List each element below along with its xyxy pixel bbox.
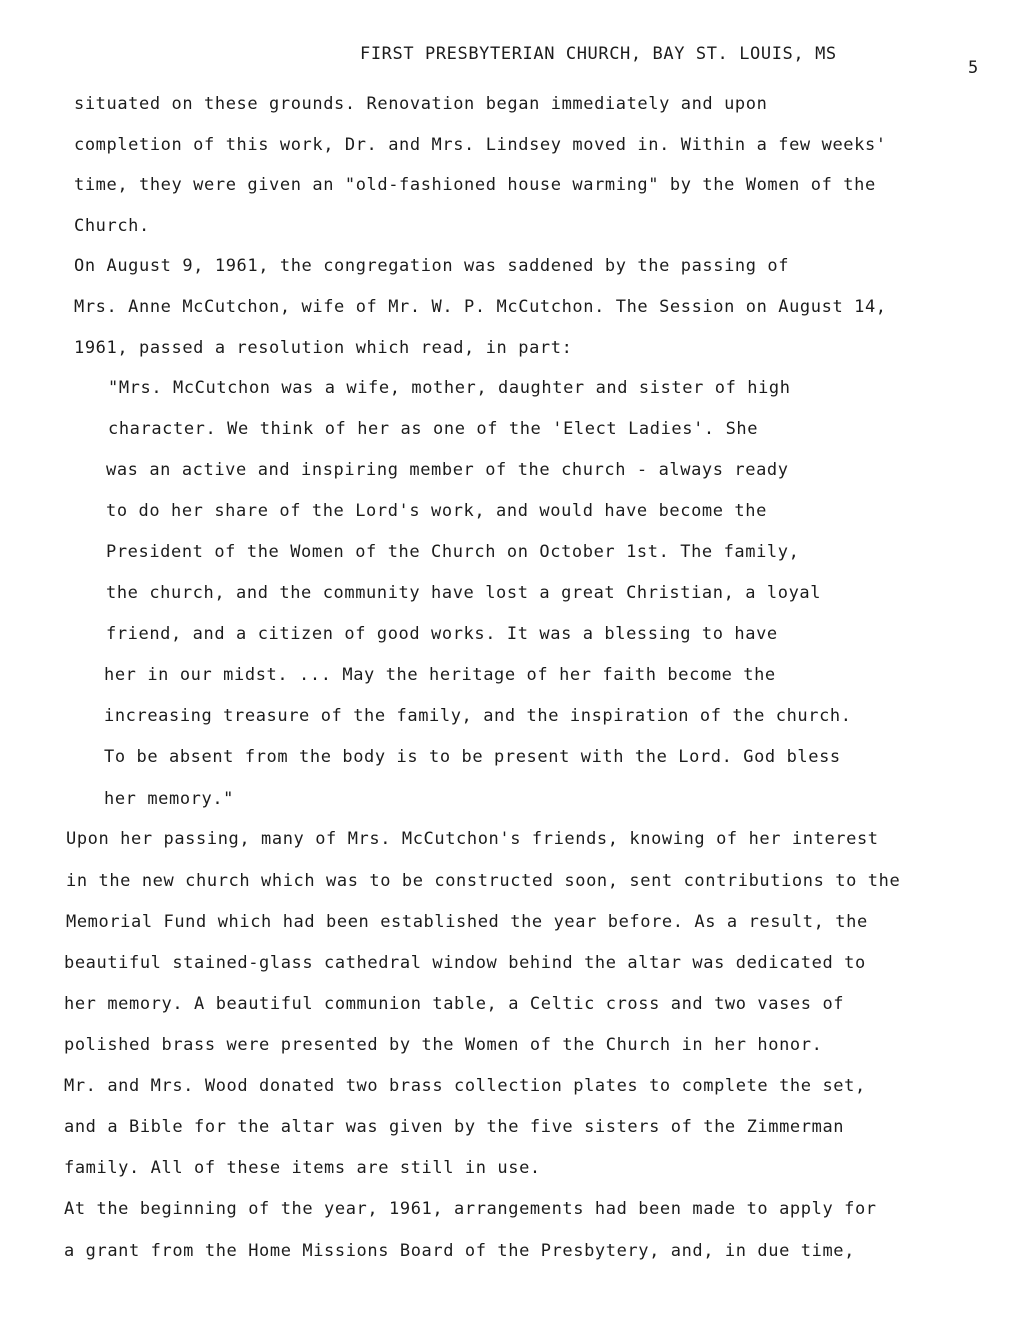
text-line: situated on these grounds. Renovation began immediately and upon bbox=[74, 94, 768, 114]
quote-line: to do her share of the Lord's work, and would have become the bbox=[106, 501, 767, 521]
text-line: and a Bible for the altar was given by the five sisters of the Zimmerman bbox=[64, 1117, 845, 1137]
text-line: beautiful stained-glass cathedral window behind the altar was dedicated to bbox=[64, 953, 866, 973]
text-line: Mr. and Mrs. Wood donated two brass collection plates to complete the set, bbox=[64, 1076, 866, 1096]
text-line: polished brass were presented by the Women of the Church in her honor. bbox=[64, 1035, 823, 1055]
text-line: a grant from the Home Missions Board of the Presbytery, and, in due time, bbox=[64, 1241, 855, 1261]
quote-line: President of the Women of the Church on October 1st. The family, bbox=[106, 542, 800, 562]
text-line: completion of this work, Dr. and Mrs. Lindsey moved in. Within a few weeks' bbox=[74, 135, 887, 155]
header-title: FIRST PRESBYTERIAN CHURCH, BAY ST. LOUIS, MS bbox=[360, 44, 837, 64]
page-number: 5 bbox=[968, 58, 979, 78]
text-line: 1961, passed a resolution which read, in part: bbox=[74, 338, 573, 358]
text-line: family. All of these items are still in use. bbox=[64, 1158, 541, 1178]
text-line: At the beginning of the year, 1961, arrangements had been made to apply for bbox=[64, 1199, 877, 1219]
text-line: in the new church which was to be constructed soon, sent contributions to the bbox=[66, 871, 901, 891]
quote-line: increasing treasure of the family, and the inspiration of the church. bbox=[104, 706, 852, 726]
quote-line: To be absent from the body is to be present with the Lord. God bless bbox=[104, 747, 841, 767]
text-line: time, they were given an "old-fashioned house warming" by the Women of the bbox=[74, 175, 876, 195]
quote-line: character. We think of her as one of the 'Elect Ladies'. She bbox=[108, 419, 759, 439]
quote-line: her memory." bbox=[104, 789, 235, 809]
text-line: On August 9, 1961, the congregation was saddened by the passing of bbox=[74, 256, 790, 276]
text-line: Upon her passing, many of Mrs. McCutchon's friends, knowing of her interest bbox=[66, 829, 879, 849]
text-line: Church. bbox=[74, 216, 150, 236]
quote-line: "Mrs. McCutchon was a wife, mother, daughter and sister of high bbox=[108, 378, 791, 398]
quote-line: friend, and a citizen of good works. It was a blessing to have bbox=[106, 624, 778, 644]
quote-line: was an active and inspiring member of the church - always ready bbox=[106, 460, 789, 480]
text-line: her memory. A beautiful communion table, a Celtic cross and two vases of bbox=[64, 994, 845, 1014]
text-line: Memorial Fund which had been established the year before. As a result, the bbox=[66, 912, 868, 932]
quote-line: her in our midst. ... May the heritage of her faith become the bbox=[104, 665, 776, 685]
text-line: Mrs. Anne McCutchon, wife of Mr. W. P. McCutchon. The Session on August 14, bbox=[74, 297, 887, 317]
quote-line: the church, and the community have lost a great Christian, a loyal bbox=[106, 583, 822, 603]
